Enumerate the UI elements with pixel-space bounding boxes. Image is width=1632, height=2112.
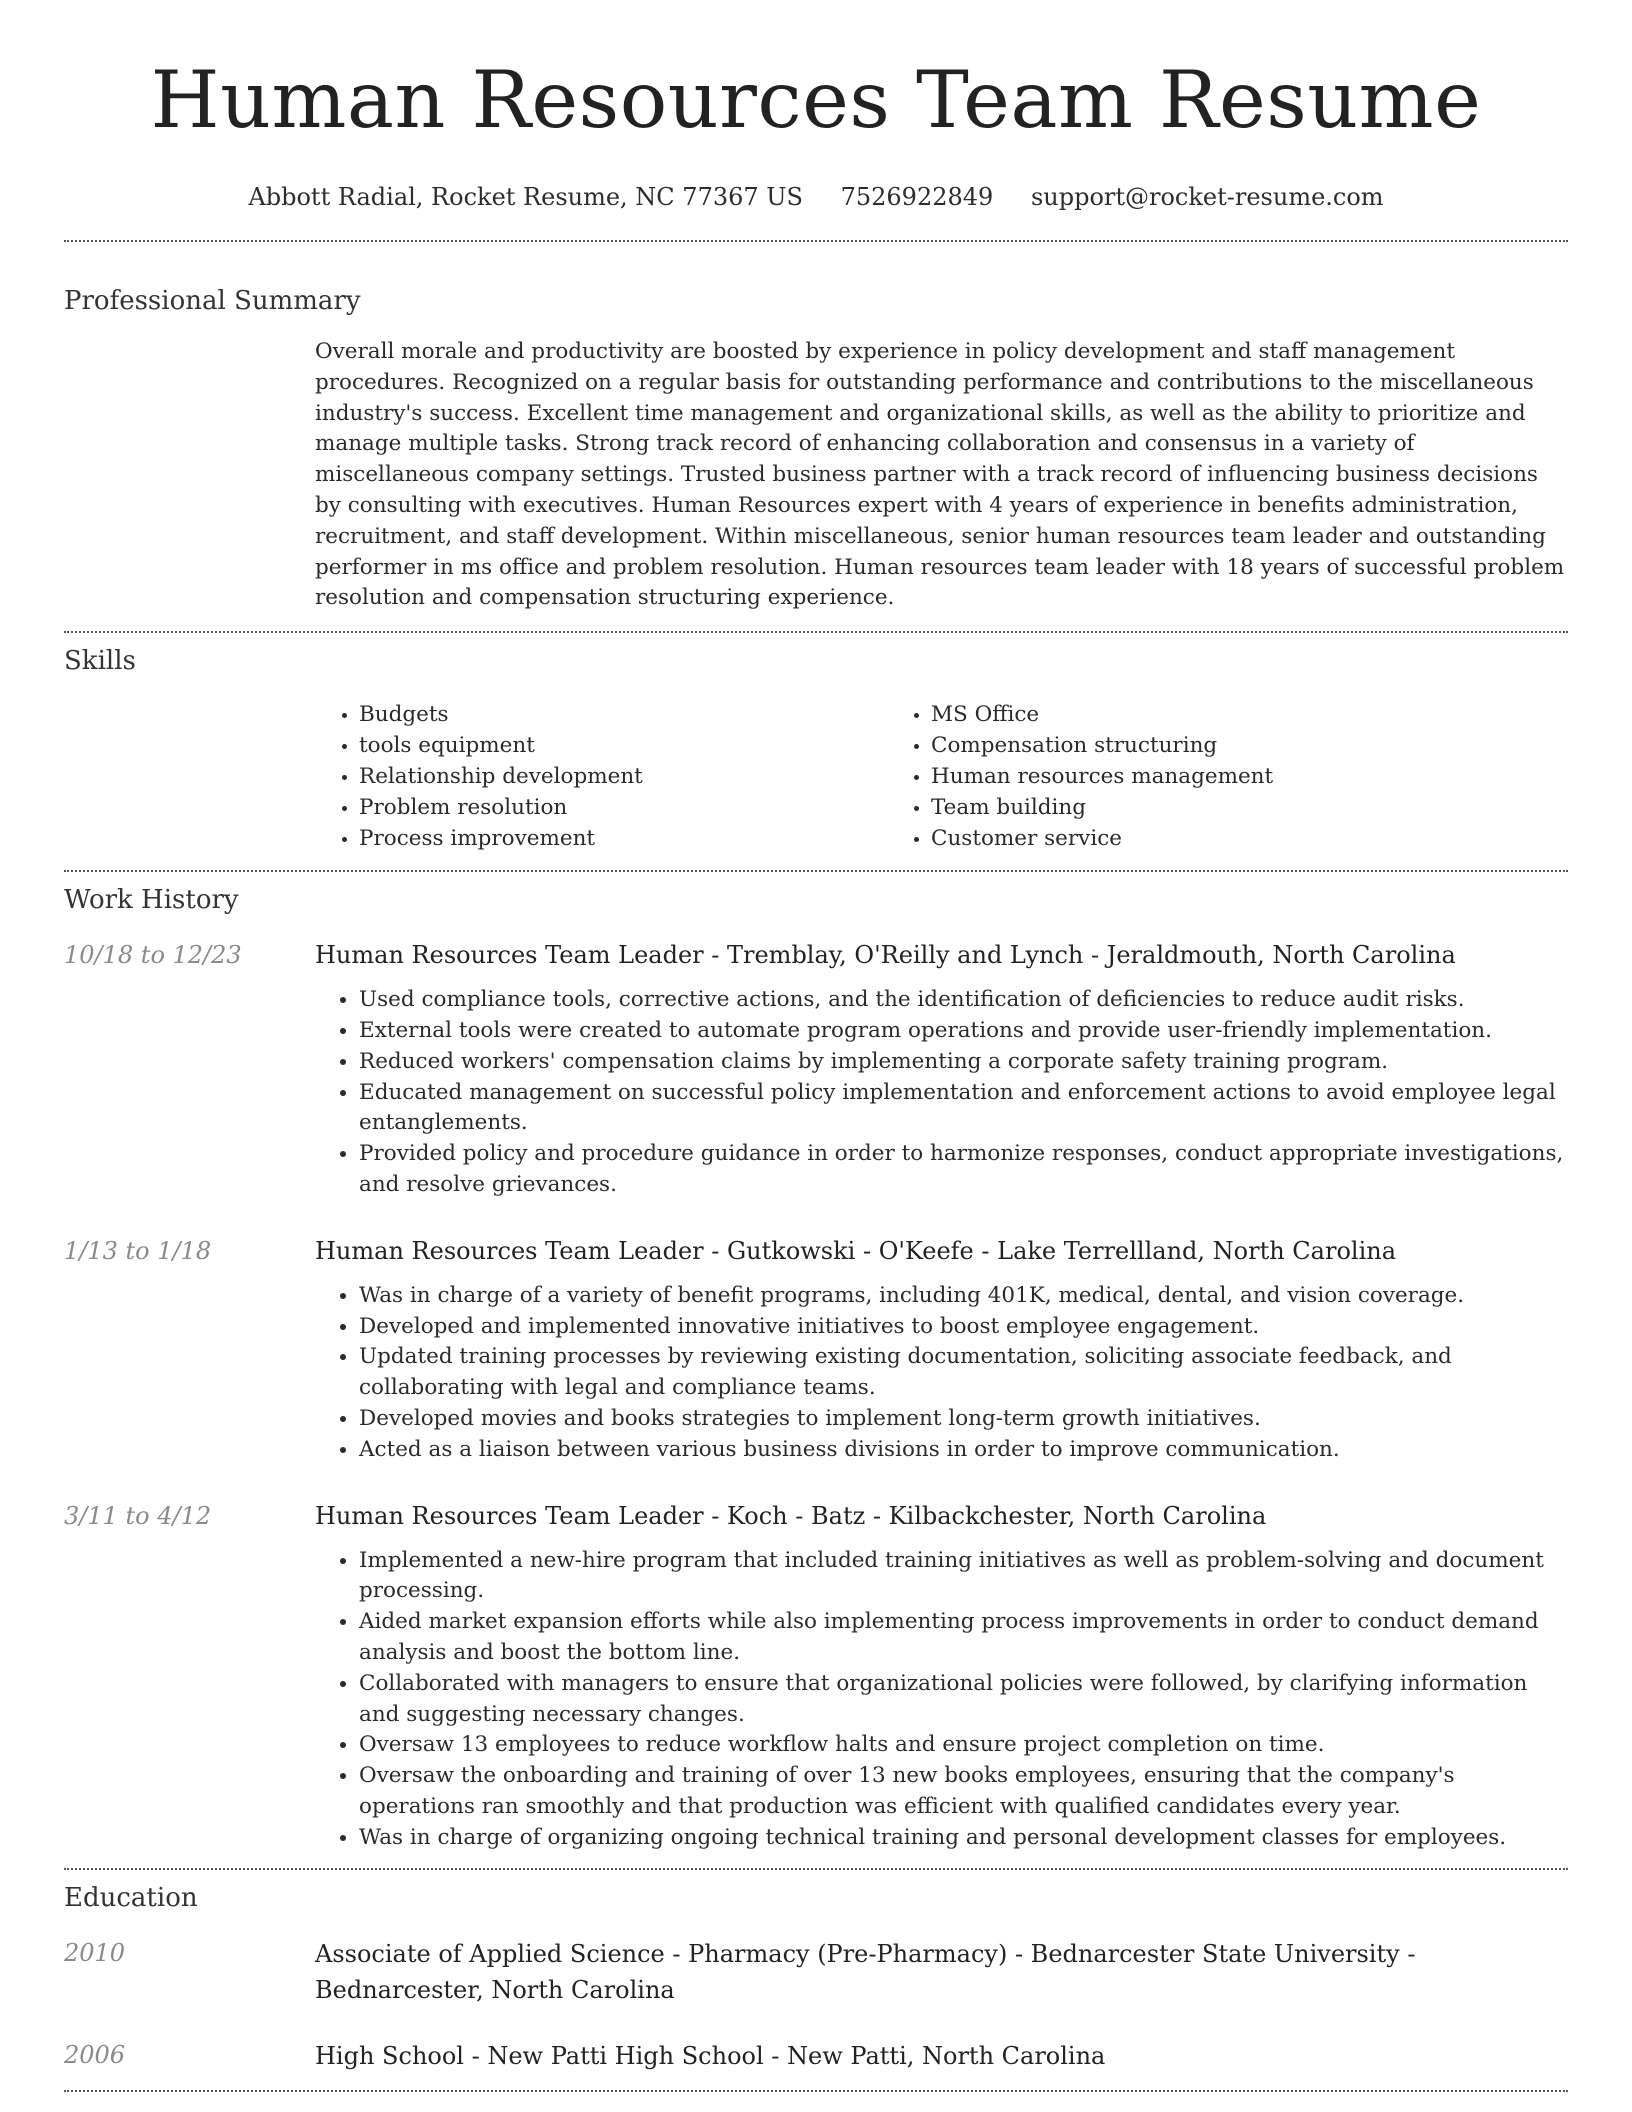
contact-line	[64, 182, 1568, 212]
job-bullet: • Aided market expansion efforts while also implementing process improvements in order to conduct demand analysis and boost the bottom line.	[359, 1607, 1568, 1669]
job-dates: 1/13 to 1/18	[64, 1236, 212, 1265]
skill-item: • Relationship development	[359, 761, 887, 792]
resume-title: Human Resources Team Resume	[150, 54, 1482, 146]
job-bullet: • Acted as a liaison between various business divisions in order to improve communication.	[359, 1435, 1568, 1466]
job-dates: 3/11 to 4/12	[64, 1501, 212, 1530]
job-bullet: • Oversaw the onboarding and training of over 13 new books employees, ensuring that the company's operations ran smoothly and that production was efficient with qualified candidates every year.	[359, 1761, 1568, 1823]
job-bullets	[315, 985, 1568, 1201]
job-title: Human Resources Team Leader - Tremblay, O'Reilly and Lynch - Jeraldmouth, North Carolina	[315, 941, 1456, 970]
section-title-summary: Professional Summary	[64, 286, 361, 316]
section-title-education: Education	[64, 1882, 198, 1913]
education-degree: Associate of Applied Science - Pharmacy (Pre-Pharmacy) - Bednarcester State University - Bednarcester, North Carolina	[315, 1939, 1416, 2004]
skill-item: • Problem resolution	[359, 792, 887, 823]
section-title-work-history: Work History	[64, 885, 239, 916]
job-dates: 10/18 to 12/23	[64, 941, 242, 970]
summary-section	[64, 242, 1568, 631]
contact-email[interactable]: support@rocket-resume.com	[1030, 183, 1384, 211]
job-bullet: • Used compliance tools, corrective actions, and the identification of deficiencies to reduce audit risks.	[359, 985, 1568, 1016]
skill-item: • tools equipment	[359, 730, 887, 761]
job-bullet: • Collaborated with managers to ensure that organizational policies were followed, by clarifying information and suggesting necessary changes.	[359, 1669, 1568, 1731]
job-bullet: • Provided policy and procedure guidance in order to harmonize responses, conduct appropriate investigations, and resolve grievances.	[359, 1139, 1568, 1201]
summary-text: Overall morale and productivity are boosted by experience in policy development and staff management procedures. Recognized on a regular basis for outstanding performance and contributions to the miscellaneous industry's success. Excellent time management and organizational skills, as well as the ability to prioritize and manage multiple tasks. Strong track record of enhancing collaboration and consensus in a variety of miscellaneous company settings. Trusted business partner with a track record of influencing business decisions by consulting with executives. Human Resources expert with 4 years of experience in benefits administration, recruitment, and staff development. Within miscellaneous, senior human resources team leader and outstanding performer in ms office and problem resolution. Human resources team leader with 18 years of successful problem resolution and compensation structuring experience.	[315, 339, 1565, 611]
skill-item: • Customer service	[931, 823, 1459, 854]
job-bullet: • External tools were created to automate program operations and provide user-friendly implementation.	[359, 1016, 1568, 1047]
contact-address: Abbott Radial, Rocket Resume, NC 77367 US	[248, 183, 803, 211]
section-divider	[64, 2090, 1568, 2092]
job-bullet: • Developed movies and books strategies to implement long-term growth initiatives.	[359, 1404, 1568, 1435]
skills-section	[64, 633, 1568, 870]
job-bullet: • Was in charge of organizing ongoing technical training and personal development classes for employees.	[359, 1823, 1568, 1854]
job-bullets	[315, 1546, 1568, 1854]
skill-item: • Compensation structuring	[931, 730, 1459, 761]
education-degree: High School - New Patti High School - New Patti, North Carolina	[315, 2041, 1106, 2070]
job-bullet: • Developed and implemented innovative initiatives to boost employee engagement.	[359, 1312, 1568, 1343]
skills-list-right	[887, 699, 1459, 854]
skills-list-left	[315, 699, 887, 854]
job-bullet: • Was in charge of a variety of benefit programs, including 401K, medical, dental, and vision coverage.	[359, 1281, 1568, 1312]
skill-item: • MS Office	[931, 699, 1459, 730]
job-title: Human Resources Team Leader - Gutkowski - O'Keefe - Lake Terrellland, North Carolina	[315, 1236, 1397, 1265]
job-bullet: • Updated training processes by reviewing existing documentation, soliciting associate feedback, and collaborating with legal and compliance teams.	[359, 1342, 1568, 1404]
education-entry	[64, 1936, 1568, 2008]
education-entry	[64, 2038, 1568, 2074]
section-title-skills: Skills	[64, 646, 136, 677]
job-bullet: • Reduced workers' compensation claims by implementing a corporate safety training program.	[359, 1047, 1568, 1078]
education-year: 2010	[64, 1938, 126, 1967]
contact-phone: 7526922849	[840, 183, 994, 211]
job-bullet: • Educated management on successful policy implementation and enforcement actions to avoid employee legal entanglements.	[359, 1078, 1568, 1140]
job-entry	[64, 1499, 1568, 1854]
work-history-section	[64, 872, 1568, 1867]
job-bullets	[315, 1281, 1568, 1466]
job-entry	[64, 938, 1568, 1201]
education-section	[64, 1870, 1568, 2090]
skill-item: • Budgets	[359, 699, 887, 730]
job-bullet: • Oversaw 13 employees to reduce workflow halts and ensure project completion on time.	[359, 1730, 1568, 1761]
job-title: Human Resources Team Leader - Koch - Batz - Kilbackchester, North Carolina	[315, 1501, 1267, 1530]
skill-item: • Human resources management	[931, 761, 1459, 792]
education-year: 2006	[64, 2040, 126, 2069]
job-bullet: • Implemented a new-hire program that included training initiatives as well as problem-solving and document processing.	[359, 1546, 1568, 1608]
skill-item: • Team building	[931, 792, 1459, 823]
skill-item: • Process improvement	[359, 823, 887, 854]
job-entry	[64, 1234, 1568, 1466]
